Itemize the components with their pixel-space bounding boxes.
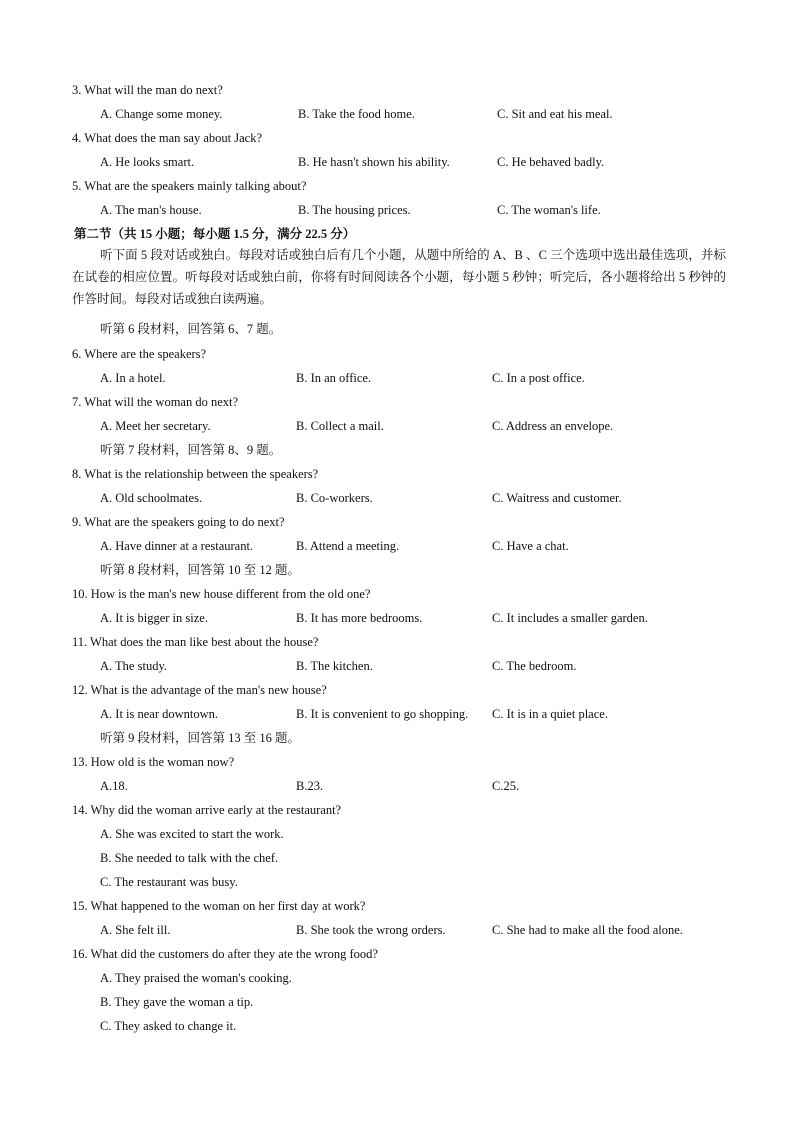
question-10: 10. How is the man's new house different from the old one? [72,587,371,601]
option-5b: B. The housing prices. [298,203,411,217]
question-5: 5. What are the speakers mainly talking about? [72,179,307,193]
option-15c: C. She had to make all the food alone. [492,923,683,937]
option-8a: A. Old schoolmates. [100,491,203,505]
option-13a: A.18. [100,779,128,793]
option-8b: B. Co-workers. [296,491,373,505]
question-8: 8. What is the relationship between the speakers? [72,467,319,481]
question-7: 7. What will the woman do next? [72,395,239,409]
option-10c: C. It includes a smaller garden. [492,611,648,625]
option-14a: A. She was excited to start the work. [100,827,284,841]
option-10b: B. It has more bedrooms. [296,611,423,625]
option-11c: C. The bedroom. [492,659,577,673]
option-7b: B. Collect a mail. [296,419,384,433]
option-5c: C. The woman's life. [497,203,601,217]
section-instructions: 听下面 5 段对话或独白。每段对话或独白后有几个小题，从题中所给的 A、B 、C 三个选项中选出最佳选项，并标在试卷的相应位置。听每段对话或独白前，你将有时间阅读各个小题，每小题 5 秒钟；听完后，各小题将给出 5 秒钟的作答时间。每段对话或独白读两遍。 [72,248,726,306]
option-6b: B. In an office. [296,371,372,385]
option-14c: C. The restaurant was busy. [100,875,238,889]
option-3a: A. Change some money. [100,107,223,121]
option-4b: B. He hasn't shown his ability. [298,155,450,169]
option-16c: C. They asked to change it. [100,1019,237,1033]
option-4c: C. He behaved badly. [497,155,605,169]
question-15: 15. What happened to the woman on her first day at work? [72,899,366,913]
question-3: 3. What will the man do next? [72,83,223,97]
option-13c: C.25. [492,779,520,793]
note-material-7: 听第 7 段材料，回答第 8、9 题。 [100,443,282,457]
option-3c: C. Sit and eat his meal. [497,107,613,121]
question-6: 6. Where are the speakers? [72,347,207,361]
option-7a: A. Meet her secretary. [100,419,211,433]
note-material-6: 听第 6 段材料，回答第 6、7 题。 [100,322,282,336]
note-material-9: 听第 9 段材料，回答第 13 至 16 题。 [100,731,301,745]
option-12c: C. It is in a quiet place. [492,707,608,721]
question-14: 14. Why did the woman arrive early at the restaurant? [72,803,342,817]
option-9b: B. Attend a meeting. [296,539,400,553]
question-9: 9. What are the speakers going to do next? [72,515,285,529]
option-9a: A. Have dinner at a restaurant. [100,539,254,553]
option-15a: A. She felt ill. [100,923,171,937]
option-8c: C. Waitress and customer. [492,491,622,505]
question-12: 12. What is the advantage of the man's new house? [72,683,327,697]
option-7c: C. Address an envelope. [492,419,614,433]
option-16b: B. They gave the woman a tip. [100,995,254,1009]
option-5a: A. The man's house. [100,203,202,217]
option-16a: A. They praised the woman's cooking. [100,971,292,985]
section-title: 第二节（共 15 小题；每小题 1.5 分，满分 22.5 分） [74,227,356,241]
option-11b: B. The kitchen. [296,659,373,673]
question-11: 11. What does the man like best about the house? [72,635,319,649]
option-9c: C. Have a chat. [492,539,569,553]
question-4: 4. What does the man say about Jack? [72,131,262,145]
option-11a: A. The study. [100,659,168,673]
option-6c: C. In a post office. [492,371,585,385]
option-12b: B. It is convenient to go shopping. [296,707,469,721]
option-14b: B. She needed to talk with the chef. [100,851,279,865]
option-12a: A. It is near downtown. [100,707,219,721]
question-16: 16. What did the customers do after they ate the wrong food? [72,947,378,961]
note-material-8: 听第 8 段材料，回答第 10 至 12 题。 [100,563,301,577]
option-4a: A. He looks smart. [100,155,195,169]
question-13: 13. How old is the woman now? [72,755,235,769]
option-15b: B. She took the wrong orders. [296,923,446,937]
option-3b: B. Take the food home. [298,107,415,121]
option-10a: A. It is bigger in size. [100,611,208,625]
option-13b: B.23. [296,779,324,793]
option-6a: A. In a hotel. [100,371,166,385]
